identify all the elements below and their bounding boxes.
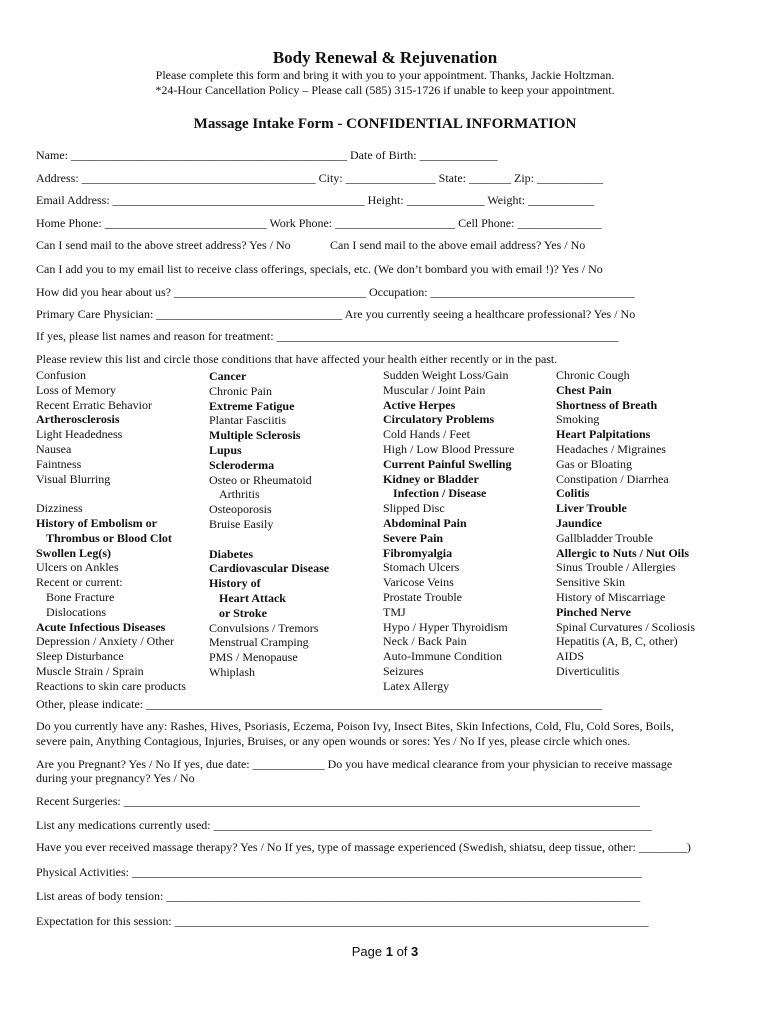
condition-item[interactable]: Abdominal Pain (383, 515, 467, 530)
condition-item[interactable]: Gas or Bloating (556, 456, 632, 471)
condition-item[interactable]: Bone Fracture (46, 589, 115, 604)
condition-item[interactable]: AIDS (556, 649, 585, 664)
condition-item[interactable]: Dizziness (36, 501, 83, 516)
page-label: Page (351, 944, 383, 959)
phone-line[interactable]: Home Phone: ___________________________ Work Phone: ____________________ Cell Phone: ______________ (36, 216, 602, 230)
condition-item[interactable]: Diabetes (209, 546, 253, 561)
condition-item[interactable]: Lupus (209, 442, 242, 457)
condition-item[interactable]: Acute Infectious Diseases (36, 619, 166, 634)
condition-item[interactable]: Osteoporosis (209, 502, 272, 517)
physical-activities-line[interactable]: Physical Activities: _____________________________________________________________________________________ (36, 865, 642, 879)
of-label: of (396, 944, 408, 959)
condition-item[interactable]: Neck / Back Pain (383, 634, 467, 649)
condition-item[interactable]: Active Herpes (383, 397, 456, 412)
condition-item (36, 486, 186, 501)
medications-line[interactable]: List any medications currently used: _________________________________________________________________________ (36, 818, 652, 832)
condition-item[interactable]: Muscular / Joint Pain (383, 382, 486, 397)
condition-item[interactable]: Menstrual Cramping (209, 635, 309, 650)
condition-item[interactable]: or Stroke (219, 605, 267, 620)
condition-item[interactable]: Muscle Strain / Sprain (36, 663, 144, 678)
conditions-column-2 (209, 369, 329, 680)
condition-item[interactable]: Varicose Veins (383, 575, 454, 590)
condition-item (209, 532, 329, 547)
condition-item[interactable]: Stomach Ulcers (383, 560, 460, 575)
condition-item[interactable]: Seizures (383, 663, 424, 678)
condition-item[interactable]: Smoking (556, 412, 600, 427)
condition-item[interactable]: Ulcers on Ankles (36, 560, 119, 575)
condition-item[interactable]: Cancer (209, 369, 247, 383)
condition-item[interactable]: Light Headedness (36, 427, 123, 442)
condition-item[interactable]: Sudden Weight Loss/Gain (383, 368, 509, 382)
condition-item[interactable]: Chronic Pain (209, 383, 272, 398)
conditions-intro: Please review this list and circle those conditions that have affected your health either recently or in the past. (36, 352, 558, 366)
condition-item[interactable]: Dislocations (46, 604, 106, 619)
treatment-line[interactable]: If yes, please list names and reason for treatment: _________________________________________________________ (36, 329, 619, 343)
contagious-question-line-1[interactable]: Do you currently have any: Rashes, Hives, Psoriasis, Eczema, Poison Ivy, Insect Bites, Skin Infections, Cold, Flu, Cold Sores, Boils, (36, 719, 674, 733)
massage-experience-line[interactable]: Have you ever received massage therapy? Yes / No If yes, type of massage experienced (Swedish, shiatsu, deep tissue, other: ________) (36, 840, 691, 854)
condition-item[interactable]: TMJ (383, 604, 406, 619)
condition-item[interactable]: Cardiovascular Disease (209, 561, 330, 576)
condition-item[interactable]: Shortness of Breath (556, 397, 658, 412)
condition-item[interactable]: Visual Blurring (36, 471, 111, 486)
conditions-column-4 (556, 368, 695, 679)
condition-item[interactable]: Confusion (36, 368, 87, 382)
condition-item[interactable]: Allergic to Nuts / Nut Oils (556, 545, 689, 560)
condition-item[interactable]: Chest Pain (556, 382, 612, 397)
condition-item[interactable]: Constipation / Diarrhea (556, 471, 669, 486)
condition-item[interactable]: Bruise Easily (209, 516, 274, 531)
form-heading: Massage Intake Form - CONFIDENTIAL INFORMATION (193, 116, 577, 132)
mail-email-question[interactable]: Can I send mail to the above email address? Yes / No (330, 238, 586, 252)
mail-street-question[interactable]: Can I send mail to the above street address? Yes / No (36, 238, 291, 252)
condition-item[interactable]: PMS / Menopause (209, 650, 298, 665)
condition-item[interactable]: Sleep Disturbance (36, 649, 124, 664)
pregnancy-question-line-2[interactable]: during your pregnancy? Yes / No (36, 771, 195, 785)
condition-item[interactable]: Convulsions / Tremors (209, 620, 319, 635)
condition-item[interactable]: Liver Trouble (556, 501, 627, 516)
condition-item[interactable]: Kidney or Bladder (383, 471, 479, 486)
current-page: 1 (385, 944, 393, 959)
pregnancy-question-line-1[interactable]: Are you Pregnant? Yes / No If yes, due date: ____________ Do you have medical clearance from your physician to receive massage (36, 757, 673, 771)
condition-item[interactable]: Swollen Leg(s) (36, 545, 111, 560)
condition-item[interactable]: Loss of Memory (36, 382, 116, 397)
condition-item[interactable]: Latex Allergy (383, 678, 450, 693)
address-line[interactable]: Address: _______________________________________ City: _______________ State: _______ Zip: ___________ (36, 171, 603, 185)
page-number (0, 944, 770, 959)
condition-item[interactable]: Scleroderma (209, 457, 275, 472)
condition-item[interactable]: Current Painful Swelling (383, 456, 512, 471)
condition-item[interactable]: History of Embolism or (36, 515, 157, 530)
other-conditions-line[interactable]: Other, please indicate: ____________________________________________________________________________ (36, 697, 603, 711)
condition-item[interactable]: Chronic Cough (556, 368, 630, 382)
condition-item[interactable]: Jaundice (556, 515, 603, 530)
condition-item[interactable]: Recent Erratic Behavior (36, 397, 152, 412)
condition-item[interactable]: Sinus Trouble / Allergies (556, 560, 676, 575)
condition-item[interactable]: Circulatory Problems (383, 412, 495, 427)
condition-item[interactable]: Pinched Nerve (556, 604, 631, 619)
condition-item[interactable]: Osteo or Rheumatoid (209, 472, 312, 487)
condition-item[interactable]: Colitis (556, 486, 590, 501)
contagious-question-line-2[interactable]: severe pain, Anything Contagious, Injuries, Bruises, or any open wounds or sores: Yes / No If yes, please circle which ones. (36, 734, 631, 748)
name-dob-line[interactable]: Name: ______________________________________________ Date of Birth: _____________ (36, 148, 498, 162)
condition-item[interactable]: Gallbladder Trouble (556, 530, 653, 545)
condition-item[interactable]: Spinal Curvatures / Scoliosis (556, 619, 695, 634)
email-list-question[interactable]: Can I add you to my email list to receive class offerings, specials, etc. (We don’t bombard you with email !)? Yes / No (36, 262, 603, 276)
condition-item[interactable]: Headaches / Migraines (556, 441, 666, 456)
condition-item[interactable]: Severe Pain (383, 530, 444, 545)
condition-item[interactable]: History of (209, 576, 261, 591)
condition-item[interactable]: Slipped Disc (383, 501, 445, 516)
condition-item[interactable]: Fibromyalgia (383, 545, 453, 560)
condition-item[interactable]: Nausea (36, 441, 72, 456)
condition-item[interactable]: Recent or current: (36, 575, 123, 590)
total-pages: 3 (411, 944, 419, 959)
condition-item[interactable]: Sensitive Skin (556, 575, 626, 590)
condition-item[interactable]: Hepatitis (A, B, C, other) (556, 634, 678, 649)
condition-item[interactable]: Extreme Fatigue (209, 398, 295, 413)
condition-item[interactable]: Multiple Sclerosis (209, 428, 301, 443)
conditions-column-3 (383, 368, 514, 694)
instructions-line: Please complete this form and bring it with you to your appointment. Thanks, Jackie Holtzman. (155, 68, 615, 82)
body-tension-line[interactable]: List areas of body tension: _______________________________________________________________________________ (36, 889, 641, 903)
condition-item[interactable]: Artherosclerosis (36, 412, 120, 427)
condition-item[interactable]: Reactions to skin care products (36, 678, 186, 693)
condition-item[interactable]: Plantar Fasciitis (209, 413, 286, 428)
physician-line[interactable]: Primary Care Physician: _______________________________ Are you currently seeing a healthcare professional? Yes / No (36, 307, 636, 321)
condition-item[interactable]: Arthritis (219, 487, 260, 502)
condition-item[interactable]: Thrombus or Blood Clot (46, 530, 172, 545)
condition-item[interactable]: Hypo / Hyper Thyroidism (383, 619, 508, 634)
referral-occupation-line[interactable]: How did you hear about us? ________________________________ Occupation: __________________________________ (36, 285, 635, 299)
condition-item[interactable]: Whiplash (209, 664, 255, 679)
email-height-weight-line[interactable]: Email Address: __________________________________________ Height: _____________ Weight: ___________ (36, 193, 595, 207)
condition-item[interactable]: Depression / Anxiety / Other (36, 634, 174, 649)
condition-item[interactable]: Diverticulitis (556, 663, 620, 678)
condition-item[interactable]: Heart Attack (219, 590, 286, 605)
conditions-column-1 (36, 368, 186, 694)
condition-item[interactable]: Cold Hands / Feet (383, 427, 470, 442)
condition-item[interactable]: Heart Palpitations (556, 427, 651, 442)
cancellation-policy: *24-Hour Cancellation Policy – Please call (585) 315-1726 if unable to keep your appointment. (155, 83, 615, 97)
condition-item[interactable]: Auto-Immune Condition (383, 649, 502, 664)
condition-item[interactable]: High / Low Blood Pressure (383, 441, 515, 456)
business-title: Body Renewal & Rejuvenation (272, 48, 498, 67)
condition-item[interactable]: History of Miscarriage (556, 589, 666, 604)
expectation-line[interactable]: Expectation for this session: _______________________________________________________________________________ (36, 914, 649, 928)
condition-item[interactable]: Faintness (36, 456, 82, 471)
surgeries-line[interactable]: Recent Surgeries: ______________________________________________________________________________________ (36, 794, 640, 808)
condition-item[interactable]: Prostate Trouble (383, 589, 463, 604)
condition-item[interactable]: Infection / Disease (393, 486, 487, 501)
